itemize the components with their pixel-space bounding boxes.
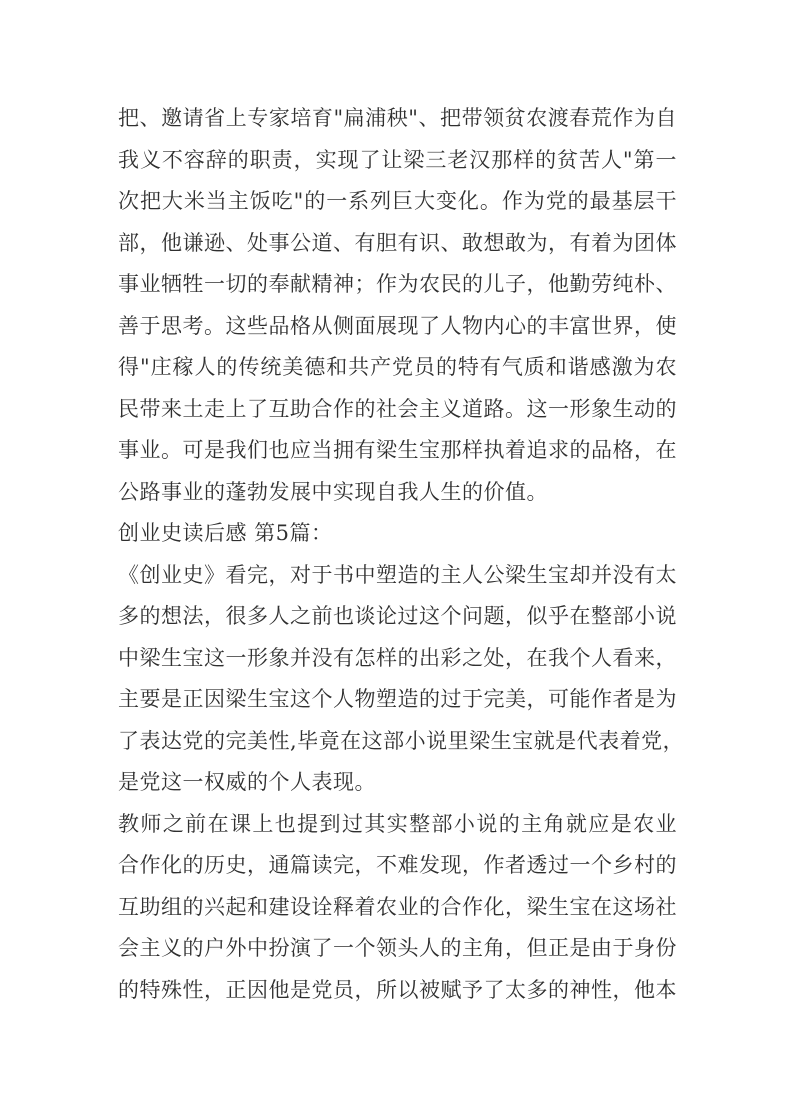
text-line: 多的想法，很多人之前也谈论过这个问题，似乎在整部小说 — [118, 604, 677, 628]
text-line: 我义不容辞的职责，实现了让梁三老汉那样的贫苦人"第一 — [118, 147, 677, 172]
text-line: 的特殊性，正因他是党员，所以被赋予了太多的神性，他本 — [118, 977, 677, 1002]
text-line: 合作化的历史，通篇读完，不难发现，作者透过一个乡村的 — [118, 853, 677, 877]
text-line: 公路事业的蓬勃发展中实现自我人生的价值。 — [118, 479, 548, 504]
document-text-block — [118, 98, 685, 1011]
text-line: 民带来土走上了互助合作的社会主义道路。这一形象生动的 — [118, 396, 677, 421]
text-line: 善于思考。这些品格从侧面展现了人物内心的丰富世界，使 — [118, 313, 677, 338]
text-line: 主要是正因梁生宝这个人物塑造的过于完美，可能作者是为 — [118, 687, 677, 711]
text-line: 把、邀请省上专家培育"扁浦秧"、把带领贫农渡春荒作为自 — [118, 106, 677, 130]
text-line: 事业。可是我们也应当拥有梁生宝那样执着追求的品格，在 — [118, 438, 677, 462]
text-line: 了表达党的完美性,毕竟在这部小说里梁生宝就是代表着党， — [118, 728, 685, 753]
text-line: 《创业史》看完，对于书中塑造的主人公梁生宝却并没有太 — [118, 562, 677, 587]
text-line: 教师之前在课上也提到过其实整部小说的主角就应是农业 — [118, 811, 677, 836]
text-line: 会主义的户外中扮演了一个领头人的主角，但正是由于身份 — [118, 936, 677, 960]
text-line: 互助组的兴起和建设诠释着农业的合作化，梁生宝在这场社 — [118, 894, 677, 919]
text-line: 创业史读后感 第5篇： — [118, 521, 333, 545]
text-line: 得"庄稼人的传统美德和共产党员的特有气质和谐感激为农 — [118, 355, 677, 379]
text-line: 事业牺牲一切的奉献精神；作为农民的儿子，他勤劳纯朴、 — [118, 272, 677, 296]
text-line: 次把大米当主饭吃"的一系列巨大变化。作为党的最基层干 — [118, 189, 677, 213]
text-line: 是党这一权威的个人表现。 — [118, 770, 376, 794]
text-line: 部，他谦逊、处事公道、有胆有识、敢想敢为，有着为团体 — [118, 230, 677, 255]
text-line: 中梁生宝这一形象并没有怎样的出彩之处，在我个人看来， — [118, 645, 677, 670]
